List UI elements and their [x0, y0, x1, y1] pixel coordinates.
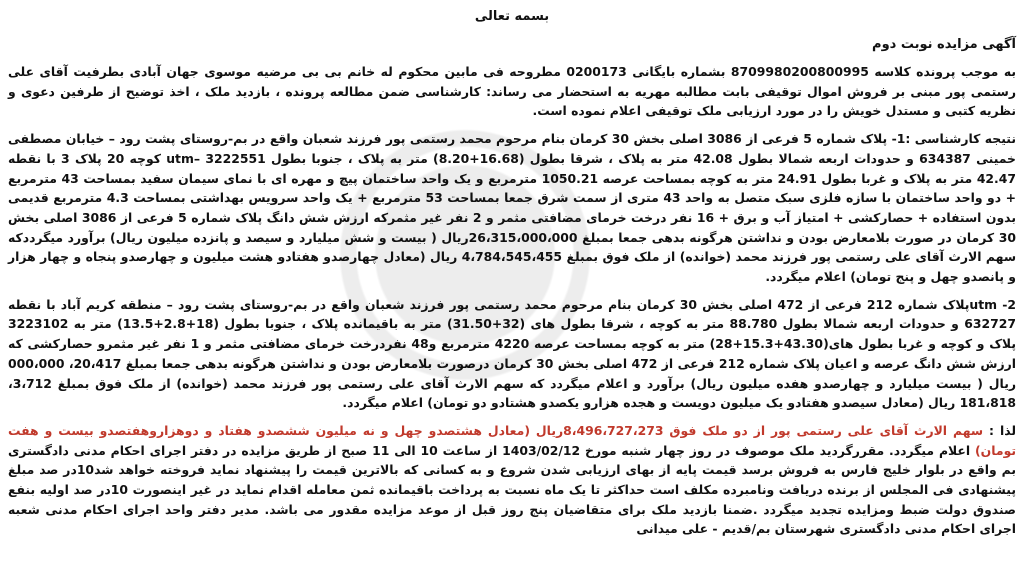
document-heading: بسمه تعالی [474, 9, 550, 24]
intro-paragraph: به موجب پرونده کلاسه 8709980200800995 بشماره بایگانی 0200173 مطروحه فی مابین محکوم له خانم بی بی مرضیه موسوی جهان آبادی بطرفیت آقای علی رستمی پور مبنی بر فروش اموال توقیفی بابت مطالبه مهریه به استحضار می رساند: کارشناسی ضمن مطالعه پرونده ، بازدید ملک ، اخذ توضیح از طرفین دعوی و نظریه کتبی و مستدل خویش را در مورد ارزیابی ملک توقیفی اعلام نموده است. [8, 64, 1016, 119]
inheritance-share-highlight: سهم الارث آقای علی رستمی پور از دو ملک فوق 8،496،727،273ریال (معادل هشتصدو چهل و نه میلیون ششصدو هفتاد و دوهزاروهفتصدو بیست و هفت تومان) [8, 422, 1016, 458]
closing-prefix: لذا : [983, 422, 1016, 438]
appraisal-item-1: نتیجه کارشناسی :1- پلاک شماره 5 فرعی از 3086 اصلی بخش 30 کرمان بنام مرحوم محمد رستمی پور فرزند شعبان واقع در بم-روستای پشت رود – خیابان مصطفی خمینی 634387 و حدودات اربعه شمالا بطول 42.08 متر به پلاک ، شرقا بطول (16.68+8.20) متر به پلاک ، جنوبا بطول utm– 3222551 کوچه 20 پلاک 3 با نقطه 42.47 متر به پلاک و غربا بطول 24.91 متر به کوچه بمساحت عرصه 1050.21 مترمربع و یک واحد ساختمان پیچ و مهره ای با نمای سیمان سفید بمساحت 43 مترمربع + دو واحد ساختمان با سازه فلزی سبک متصل به واحد 43 متری از سمت شرق جمعا بمساحت 53 مترمربع + یک واحد سرویس بهداشتی بمساحت 4.3 مترمربع قدیمی بدون استفاده + حصارکشی + امتیاز آب و برق + 16 نفر درخت خرمای مضافتی مثمر و 2 نفر غیر مثمرکه ارزش شش دانگ پلاک شماره 5 فرعی از 3086 اصلی بخش 30 کرمان در صورت بلامعارض بودن و نداشتن هرگونه بدهی جمعا بمبلغ 26،315،000،000ریال ( بیست و شش میلیارد و سیصد و پانزده میلیون ریال) برآورد میگرددکه سهم الارث آقای علی رستمی پور فرزند محمد (خوانده) از ملک فوق بمبلغ 4،784،545،455 ریال (معادل چهارصدو هفتادو هشت میلیون و چهارصدو پنجاه و چهار هزار و پانصدو چهل و پنج تومان) اعلام میگردد. [8, 131, 1017, 285]
closing-paragraph [8, 421, 1016, 539]
document-title: آگهی مزایده نوبت دوم [872, 37, 1016, 52]
appraisal-item-2: 2- utmپلاک شماره 212 فرعی از 472 اصلی بخش 30 کرمان بنام مرحوم محمد رستمی پور فرزند شعبان واقع در بم-روستای پشت رود – منطقه کریم آباد با نقطه 632727 و حدودات اربعه شمالا بطول 88.780 متر به کوچه ، شرقا بطول های (32+31.50) متر به باقیمانده پلاک ، جنوبا بطول (18+2.8+13.5) متر به 3223102 پلاک و کوچه و غربا بطول های(43.30+15.3+28) متر به کوچه بمساحت عرصه 4220 مترمربع و48 نفردرخت خرمای مضافتی مثمر و 1 نفر غیر مثمرو حصارکشی که ارزش شش دانگ عرصه و اعیان پلاک شماره 212 فرعی از 472 اصلی بخش 30 کرمان درصورت بلامعارض بودن و نداشتن هرگونه بدهی جمعا بمبلغ 20،417، 000،000 ریال ( بیست میلیارد و چهارصدو هفده میلیون ریال) برآورد و اعلام میگردد که سهم الارث آقای علی رستمی پور فرزند محمد (خوانده) از ملک فوق بمبلغ 3،712، 181،818 ریال (معادل سیصدو هفتادو یک میلیون دویست و هجده هزارو یکصدو هشتادو دو تومان) اعلام میگردد. [8, 296, 1017, 411]
auction-details: اعلام میگردد. مقررگردید ملک موصوف در روز چهار شنبه مورخ 1403/02/12 از ساعت 10 الی 11 صبح از طریق مزایده در دفتر اجرای احکام مدنی دادگستری بم واقع در بلوار خلیج فارس به فروش برسد قیمت پایه از بهای ارزیابی شدن شروع و به کسانی که بالاترین قیمت را پیشنهاد نماید فروخته خواهد شد10در صد مبلغ پیشنهادی فی المجلس از برنده دریافت ونامبرده مکلف است حداکثر تا یک ماه نسبت به پرداخت باقیمانده ثمن معامله اقدام نماید در غیر اینصورت 10در صد اولیه بنفع صندوق دولت ضبط ومزایده تجدید میگردد .ضمنا بازدید ملک برای متقاضیان پنج روز قبل از موعد مزایده مقدور می باشد. مدیر دفتر واحد اجرای احکام مدنی شعبه اجرای احکام مدنی دادگستری شهرستان بم/قدیم - علی میدانی [8, 442, 1016, 537]
